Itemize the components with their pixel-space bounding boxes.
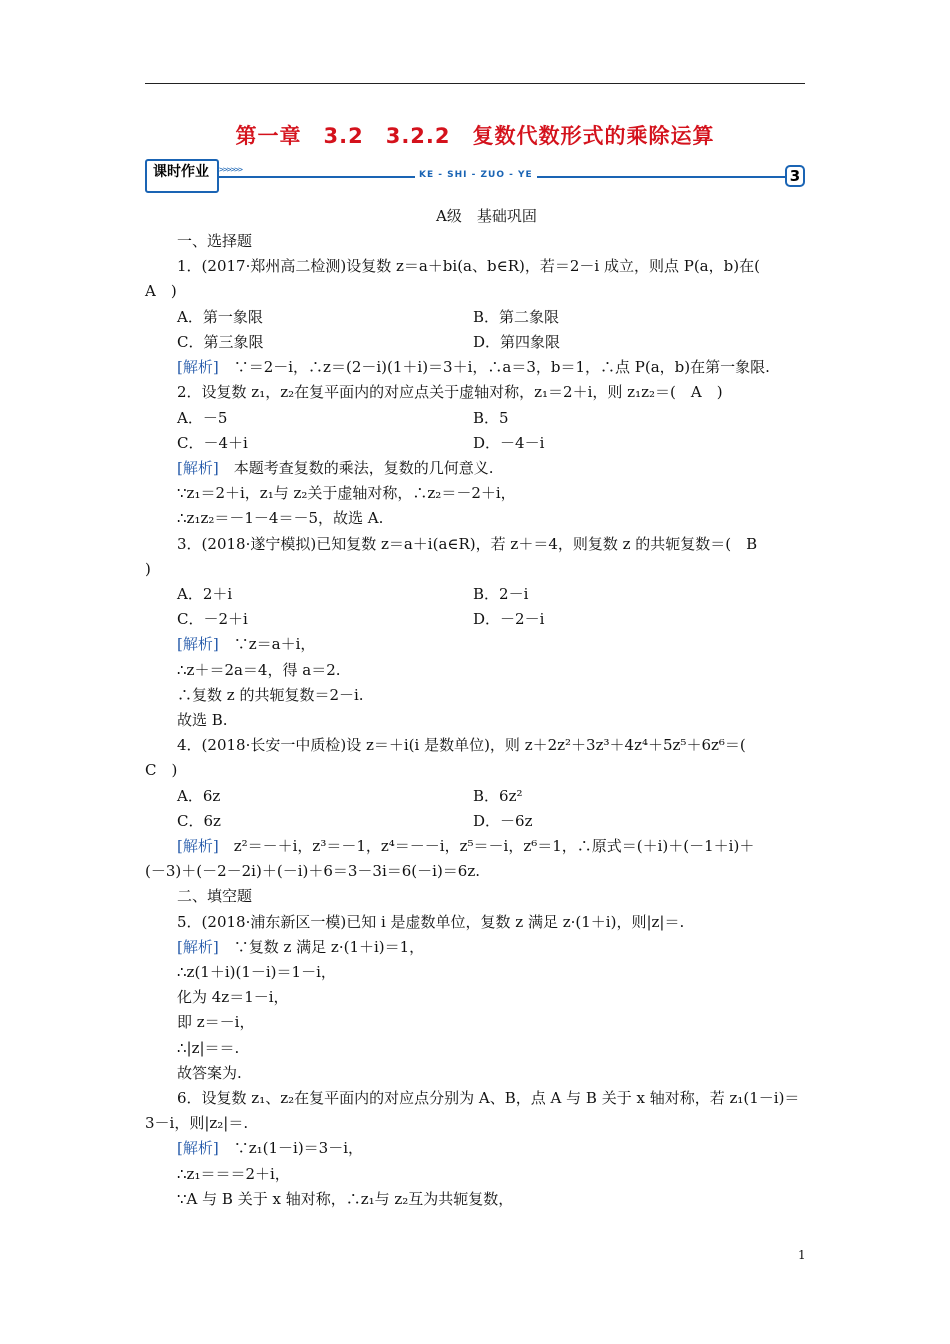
text-line-a2 bbox=[177, 458, 494, 478]
line-text: C ) bbox=[145, 761, 178, 779]
text-line-a5b bbox=[177, 962, 336, 982]
text-line-q4b bbox=[145, 760, 177, 780]
text-line-q4C bbox=[177, 811, 221, 831]
text-line-sec1 bbox=[177, 231, 252, 251]
line-text: A ) bbox=[145, 282, 177, 300]
line-text: 5．(2018·浦东新区一模)已知 i 是虚数单位，复数 z 满足 z·(1＋i)，则|z|＝. bbox=[177, 913, 685, 931]
text-line-q6 bbox=[177, 1088, 799, 1108]
line-text: ∴z₁＝＝＝2＋i， bbox=[177, 1165, 290, 1183]
text-line-q5 bbox=[177, 912, 684, 932]
text-line-q1b bbox=[145, 281, 177, 301]
arrows-decoration: >>>>>> bbox=[219, 165, 242, 174]
text-line-q3C bbox=[177, 609, 248, 629]
line-text: D．第四象限 bbox=[473, 333, 561, 351]
line-text: ∵＝2－i，∴z＝(2－i)(1＋i)＝3＋i，∴a＝3，b＝1，∴点 P(a，b)在第一象限. bbox=[218, 358, 770, 376]
line-text: A．6z bbox=[177, 787, 221, 805]
line-text: ∴z(1＋i)(1－i)＝1－i， bbox=[177, 963, 336, 981]
homework-banner bbox=[145, 155, 805, 195]
line-text: C．6z bbox=[177, 812, 221, 830]
line-text: z²＝－＋i，z³＝－1，z⁴＝－－i，z⁵＝－i，z⁶＝1，∴原式＝(＋i)＋(－1＋i)＋ bbox=[218, 837, 755, 855]
line-text: 化为 4z＝1－i， bbox=[177, 988, 289, 1006]
text-line-q3D bbox=[473, 609, 544, 629]
line-text: D．－2－i bbox=[473, 610, 545, 628]
text-line-q4 bbox=[177, 735, 746, 755]
text-line-q2B bbox=[473, 408, 509, 428]
text-line-sec2 bbox=[177, 886, 252, 906]
text-line-a3c bbox=[177, 685, 364, 705]
line-text: 1．(2017·郑州高二检测)设复数 z＝a＋bi(a、b∈R)，若＝2－i 成立，则点 P(a，b)在( bbox=[177, 257, 760, 275]
text-line-a6c bbox=[177, 1189, 513, 1209]
homework-badge: 课时作业 bbox=[145, 159, 219, 193]
line-text: A．2＋i bbox=[177, 585, 233, 603]
text-line-a4 bbox=[177, 836, 754, 856]
line-text: ∵z₁(1－i)＝3－i， bbox=[218, 1139, 364, 1157]
line-text: A级 基础巩固 bbox=[436, 207, 537, 225]
analysis-tag: [解析] bbox=[177, 358, 219, 376]
pinyin-label: KE - SHI - ZUO - YE bbox=[415, 170, 537, 180]
text-line-q6b bbox=[145, 1113, 248, 1133]
text-line-q2A bbox=[177, 408, 227, 428]
text-line-a4b bbox=[145, 861, 480, 881]
text-line-level bbox=[436, 206, 537, 226]
line-text: A．－5 bbox=[177, 409, 228, 427]
line-text: 即 z＝－i， bbox=[177, 1013, 255, 1031]
line-text: C．－2＋i bbox=[177, 610, 248, 628]
text-line-q1D bbox=[473, 332, 560, 352]
line-text: B．2－i bbox=[473, 585, 529, 603]
line-text: 3－i，则|z₂|＝. bbox=[145, 1114, 249, 1132]
analysis-tag: [解析] bbox=[177, 938, 219, 956]
text-line-a2b bbox=[177, 483, 516, 503]
text-line-a5d bbox=[177, 1012, 254, 1032]
header-rule bbox=[145, 83, 805, 84]
text-line-q3A bbox=[177, 584, 232, 604]
line-text: ∴|z|＝＝. bbox=[177, 1039, 240, 1057]
text-line-a6b bbox=[177, 1164, 290, 1184]
line-text: B．6z² bbox=[473, 787, 523, 805]
text-line-q1B bbox=[473, 307, 559, 327]
text-line-a1 bbox=[177, 357, 770, 377]
page-title: 第一章 3.2 3.2.2 复数代数形式的乘除运算 bbox=[235, 124, 715, 148]
text-line-a6 bbox=[177, 1138, 363, 1158]
page-number: 1 bbox=[798, 1248, 806, 1262]
line-text: 4．(2018·长安一中质检)设 z＝＋i(i 是数单位)，则 z＋2z²＋3z³＋4z⁴＋5z⁵＋6z⁶＝( bbox=[177, 736, 746, 754]
text-line-q4B bbox=[473, 786, 522, 806]
line-text: ∴z＋＝2a＝4，得 a＝2. bbox=[177, 661, 341, 679]
analysis-tag: [解析] bbox=[177, 837, 219, 855]
analysis-tag: [解析] bbox=[177, 635, 219, 653]
text-line-q1A bbox=[177, 307, 263, 327]
text-line-q2D bbox=[473, 433, 544, 453]
line-text: 本题考查复数的乘法，复数的几何意义. bbox=[218, 459, 494, 477]
text-line-q2 bbox=[177, 382, 723, 402]
text-line-q3B bbox=[473, 584, 528, 604]
line-text: 一、选择题 bbox=[177, 232, 253, 250]
text-line-a2c bbox=[177, 508, 383, 528]
line-text: C．－4＋i bbox=[177, 434, 248, 452]
line-text: 3．(2018·遂宁模拟)已知复数 z＝a＋i(a∈R)，若 z＋＝4，则复数 z 的共轭复数＝( B bbox=[177, 535, 758, 553]
line-text: D．－6z bbox=[473, 812, 533, 830]
line-text: 故答案为. bbox=[177, 1064, 242, 1082]
text-line-q2C bbox=[177, 433, 248, 453]
text-line-a5c bbox=[177, 987, 289, 1007]
line-text: B．5 bbox=[473, 409, 509, 427]
line-text: 6．设复数 z₁、z₂在复平面内的对应点分别为 A、B，点 A 与 B 关于 x 轴对称，若 z₁(1－i)＝ bbox=[177, 1089, 800, 1107]
line-text: ∵A 与 B 关于 x 轴对称，∴z₁与 z₂互为共轭复数， bbox=[177, 1190, 514, 1208]
line-text: 2．设复数 z₁，z₂在复平面内的对应点关于虚轴对称，z₁＝2＋i，则 z₁z₂＝( A ) bbox=[177, 383, 723, 401]
analysis-tag: [解析] bbox=[177, 459, 219, 477]
line-text: ∵z₁＝2＋i，z₁与 z₂关于虚轴对称，∴z₂＝－2＋i， bbox=[177, 484, 516, 502]
line-text: A．第一象限 bbox=[177, 308, 263, 326]
text-line-q4A bbox=[177, 786, 220, 806]
line-text: (－3)＋(－2－2i)＋(－i)＋6＝3－3i＝6(－i)＝6z. bbox=[145, 862, 481, 880]
text-line-q1 bbox=[177, 256, 760, 276]
line-text: D．－4－i bbox=[473, 434, 545, 452]
text-line-q1C bbox=[177, 332, 263, 352]
line-text: 二、填空题 bbox=[177, 887, 253, 905]
analysis-tag: [解析] bbox=[177, 1139, 219, 1157]
line-text: 故选 B. bbox=[177, 711, 228, 729]
line-text: B．第二象限 bbox=[473, 308, 560, 326]
line-text: C．第三象限 bbox=[177, 333, 264, 351]
text-line-q3 bbox=[177, 534, 757, 554]
text-line-a3d bbox=[177, 710, 228, 730]
line-text: ) bbox=[145, 560, 151, 578]
lesson-number-badge: 3 bbox=[785, 165, 805, 187]
line-text: ∴复数 z 的共轭复数＝2－i. bbox=[177, 686, 364, 704]
text-line-a3b bbox=[177, 660, 341, 680]
text-line-a5f bbox=[177, 1063, 242, 1083]
text-line-q3b bbox=[145, 559, 151, 579]
text-line-a3 bbox=[177, 634, 315, 654]
line-text: ∵复数 z 满足 z·(1＋i)＝1， bbox=[218, 938, 425, 956]
line-text: ∴z₁z₂＝－1－4＝－5，故选 A. bbox=[177, 509, 384, 527]
line-text: ∵z＝a＋i， bbox=[218, 635, 316, 653]
text-line-a5e bbox=[177, 1038, 239, 1058]
text-line-a5 bbox=[177, 937, 424, 957]
text-line-q4D bbox=[473, 811, 532, 831]
